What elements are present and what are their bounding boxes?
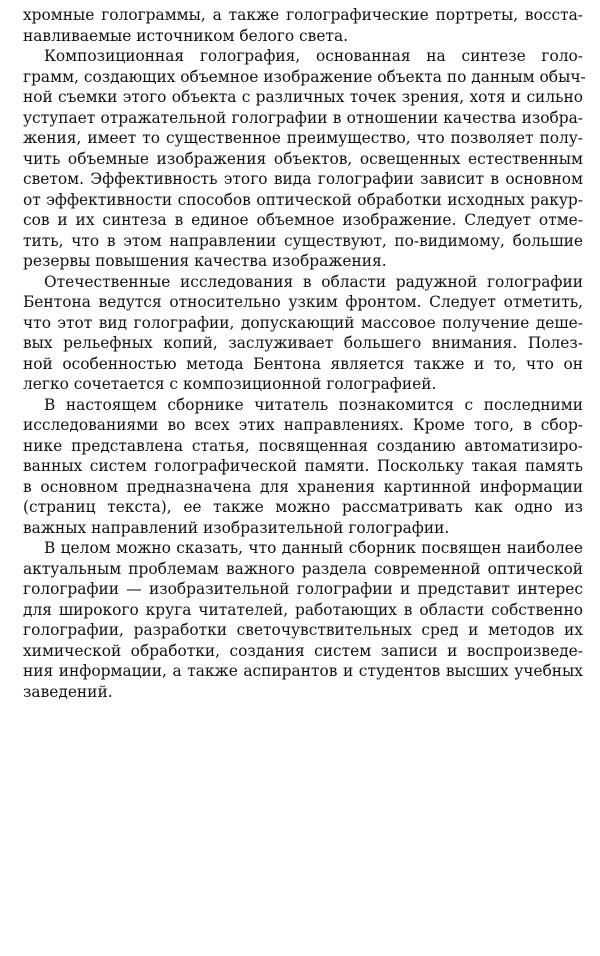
text-line: Бентона ведутся относительно узким фронтом. Следует отметить, xyxy=(23,293,583,311)
text-line: в основном предназначена для хранения картинной информации xyxy=(23,477,583,496)
paragraph-last-line: навливаемые источником белого света. xyxy=(23,26,349,45)
paragraph-first-line: В целом можно сказать, что данный сборник посвящен наиболее xyxy=(44,539,583,557)
text-line: тить, что в этом направлении существуют, по-видимому, большие xyxy=(23,231,583,250)
text-line: ванных систем голографической памяти. Поскольку такая память xyxy=(23,457,583,475)
text-line: ной особенностью метода Бентона является также и то, что он xyxy=(23,354,583,373)
text-line: (страниц текста), ее также можно рассматривать как одно из xyxy=(23,498,583,516)
paragraph-first-line: Композиционная голография, основанная на синтезе голо- xyxy=(44,47,583,65)
paragraph-first-line: Отечественные исследования в области радужной голографии xyxy=(44,272,583,291)
text-line: сов и их синтеза в единое объемное изображение. Следует отме- xyxy=(23,211,583,229)
text-line: ния информации, а также аспирантов и студентов высших учебных xyxy=(23,662,583,680)
text-line: вых рельефных копий, заслуживает большего внимания. Полез- xyxy=(23,334,583,352)
text-line: светом. Эффективность этого вида голографии зависит в основном xyxy=(23,170,583,188)
text-line: для широкого круга читателей, работающих в области собственно xyxy=(23,600,583,619)
text-line: химической обработки, создания систем записи и воспроизведе- xyxy=(23,641,583,660)
text-line: нике представлена статья, посвященная созданию автоматизиро- xyxy=(23,436,583,455)
text-line: ной съемки этого объекта с различных точек зрения, хотя и сильно xyxy=(23,88,583,106)
text-line: грамм, создающих объемное изображение объекта по данным обыч- xyxy=(23,67,586,86)
paragraph-last-line: важных направлений изобразительной голографии. xyxy=(23,518,450,537)
text-line: чить объемные изображения объектов, освещенных естественным xyxy=(23,149,583,168)
text-line: голографии, разработки светочувствительных сред и методов их xyxy=(23,621,583,639)
text-line: что этот вид голографии, допускающий массовое получение деше- xyxy=(23,313,583,332)
paragraph-last-line: легко сочетается с композиционной голографией. xyxy=(23,375,437,393)
paragraph-last-line: заведений. xyxy=(23,682,113,701)
text-line: исследованиями во всех этих направлениях. Кроме того, в сбор- xyxy=(23,416,583,434)
text-line: актуальным проблемам важного раздела современной оптической xyxy=(23,559,583,578)
text-line: жения, имеет то существенное преимущество, что позволяет полу- xyxy=(23,129,583,147)
text-line: от эффективности способов оптической обработки исходных ракур- xyxy=(23,190,583,209)
paragraph-last-line: резервы повышения качества изображения. xyxy=(23,252,387,270)
text-line: уступает отражательной голографии в отношении качества изобра- xyxy=(23,108,583,127)
paragraph-first-line: В настоящем сборнике читатель познакомится с последними xyxy=(44,395,583,414)
text-line: голографии — изобразительной голографии и представит интерес xyxy=(23,580,583,598)
body-text xyxy=(23,5,586,702)
text-line: хромные голограммы, а также голографические портреты, восста- xyxy=(23,6,583,24)
